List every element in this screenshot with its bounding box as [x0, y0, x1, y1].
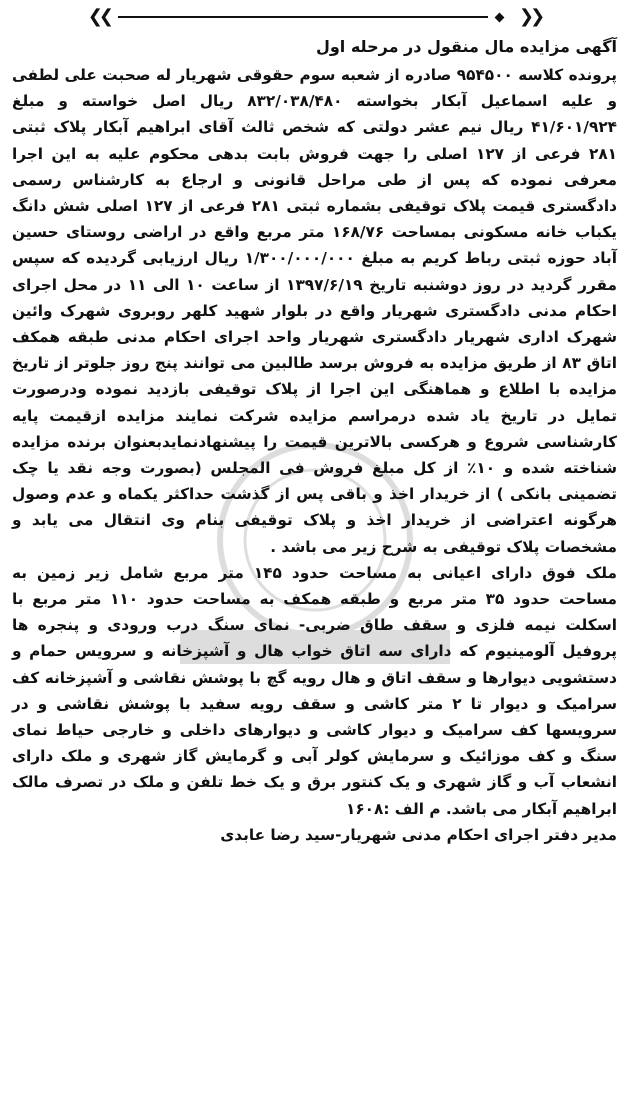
notice-title: آگهی مزایده مال منقول در مرحله اول — [315, 37, 617, 56]
notice-paragraph-property: ملک فوق دارای اعیانی به مساحت حدود ۱۴۵ متر مربع شامل زیر زمین به مساحت حدود ۳۵ متر مربع و طبقه همکف به مساحت حدود ۱۱۰ متر مربع با اسکلت نیمه فلزی و سقف طاق ضربی- نمای سنگ درب ورودی و پنجره ها پروفیل آلومینیوم که دارای سه اتاق خواب هال و آشپزخانه و سرویس حمام و دستشویی دیوارها و سقف اتاق و هال رویه گچ با پوشش نقاشی و آشپزخانه کف سرامیک و دیوار تا ۲ متر کاشی و سقف رویه سفید با پوشش نقاشی و در سرویسها کف سرامیک و دیوار کاشی و دیوارهای داخلی و خارجی حیاط نمای سنگ و کف موزائیک و سرمایش کولر آبی و گرمایش گاز شهری و ملک دارای انشعاب آب و گاز شهری و یک کنتور برق و یک خط تلفن و ملک در تصرف مالک ابراهیم آبکار می باشد. م الف :۱۶۰۸ — [12, 563, 618, 818]
notice-paragraph-auction: پرونده کلاسه ۹۵۴۵۰۰ صادره از شعبه سوم حقوقی شهریار له صحبت علی لطفی و علیه اسماعیل آبکار بخواسته ۸۳۲/۰۳۸/۴۸۰ ریال اصل خواسته و مبلغ ۴۱/۶۰۱/۹۲۴ ریال نیم عشر دولتی که شخص ثالث آقای ابراهیم آبکار پلاک ثبتی ۲۸۱ فرعی از ۱۲۷ اصلی را جهت فروش بابت بدهی محکوم علیه به این اجرا معرفی نموده که پس از طی مراحل قانونی و ارجاع به کارشناس رسمی دادگستری قیمت پلاک توقیفی بشماره ثبتی ۲۸۱ فرعی از ۱۲۷ اصلی شش دانگ یکباب خانه مسکونی بمساحت ۱۶۸/۷۶ متر مربع واقع در اراضی روستای حسین آباد حوزه ثبتی رباط کریم به مبلغ ۱/۳۰۰/۰۰۰/۰۰۰ ریال ارزیابی گردیده که سپس مقرر گردید در روز دوشنبه تاریخ ۱۳۹۷/۶/۱۹ از ساعت ۱۰ الی ۱۱ در محل اجرای احکام مدنی دادگستری شهریار واقع در بلوار شهید کلهر روبروی شهرک وائین شهرک اداری شهریار دادگستری شهریار واحد اجرای احکام مدنی طبقه همکف اتاق ۸۳ از طریق مزایده به فروش برسد طالبین می توانند پنج روز جلوتر از تاریخ مزایده با اطلاع و هماهنگی این اجرا از پلاک توقیفی بازدید نموده ودرصورت تمایل در تاریخ یاد شده درمراسم مزایده شرکت نمایند مزایده ازقیمت پایه کارشناسی شروع و هرکسی بالاترین قیمت را پیشنهادنمایدبعنوان برنده مزایده شناخته شده و ۱۰٪ از کل مبلغ فروش فی المجلس (بصورت وجه نقد یا چک تضمینی بانکی ) از خریدار اخذ و باقی پس از گذشت حداکثر یکماه و عدم وصول هرگونه اعتراضی از خریدار اخذ و پلاک توقیفی بنام وی انتقال می یابد و مشخصات پلاک توقیفی به شرح زیر می باشد . — [12, 66, 618, 556]
double-chevron-left-icon: ❮❮ — [87, 6, 110, 27]
top-ornament — [0, 4, 629, 30]
ornament-rule-left — [118, 16, 488, 18]
double-chevron-right-icon: ❯❯ — [519, 6, 542, 27]
diamond-icon — [495, 12, 505, 22]
notice-body — [12, 34, 617, 848]
notice-signature: مدیر دفتر اجرای احکام مدنی شهریار-سید رضا عابدی — [220, 825, 617, 844]
